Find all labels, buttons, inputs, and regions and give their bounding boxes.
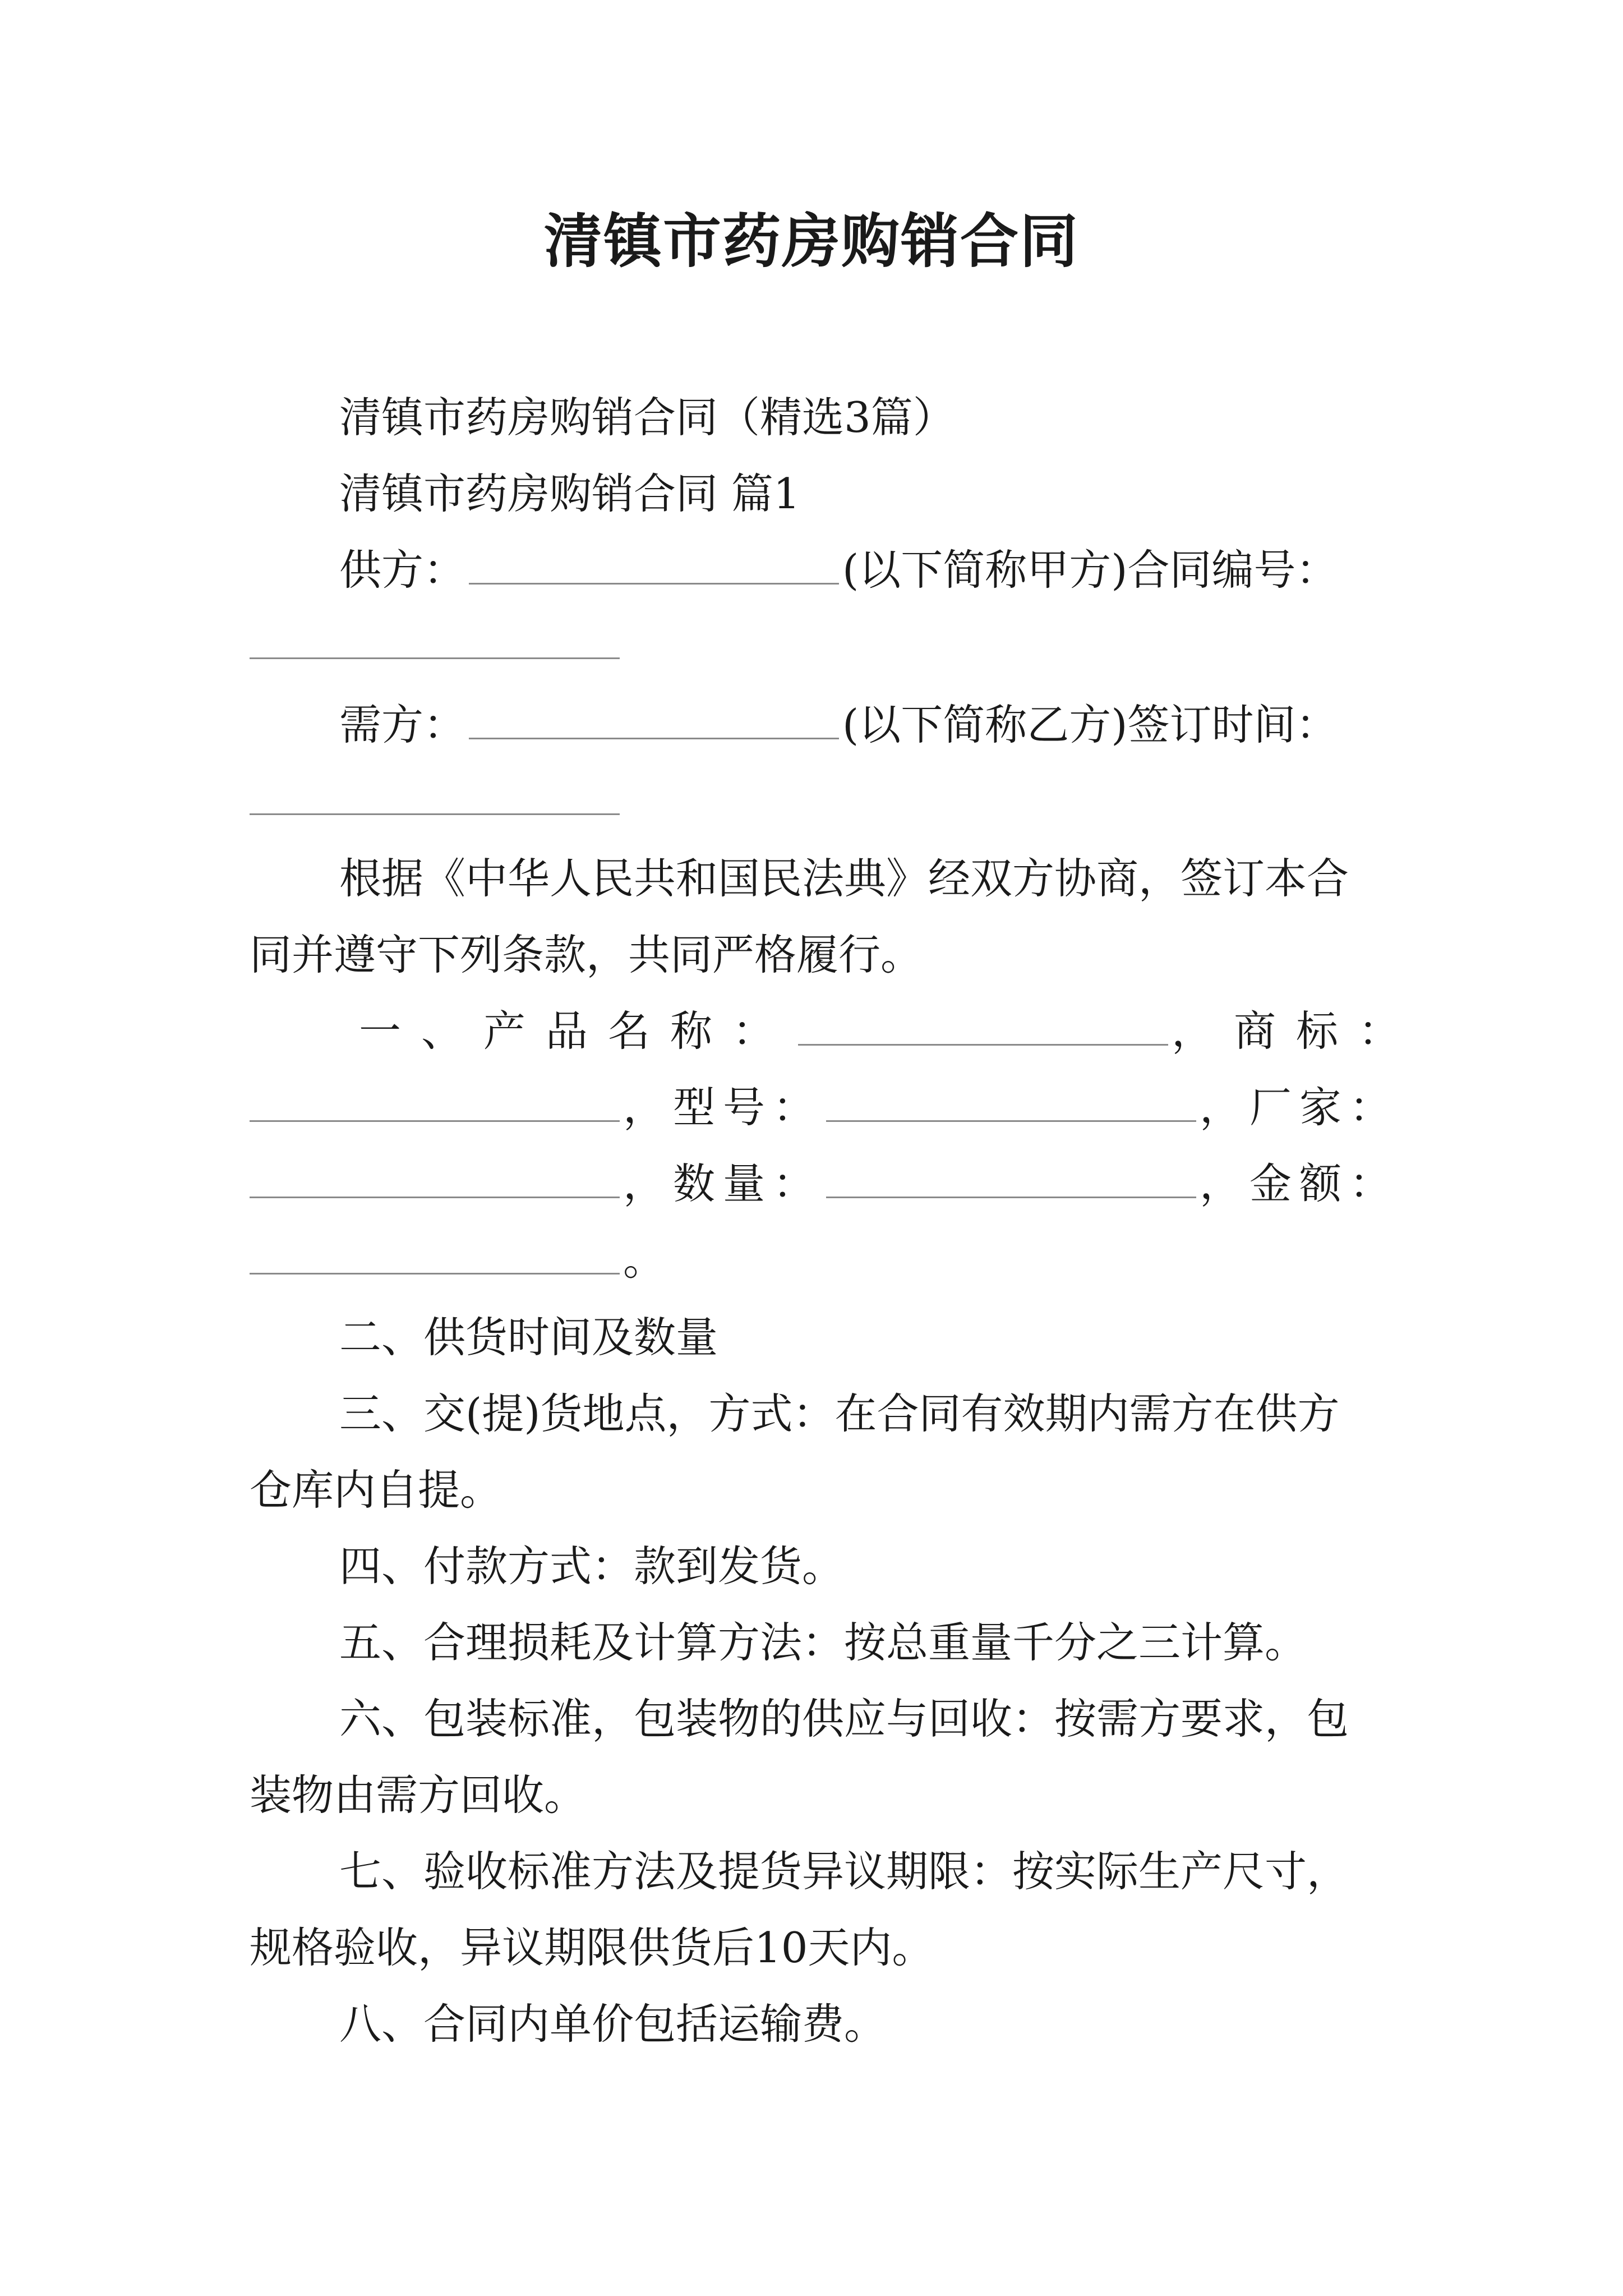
document-subtitle: 清镇市药房购销合同（精选3篇）: [339, 393, 955, 442]
clause-3-line-2: 仓库内自提。: [250, 1465, 502, 1515]
product-name-blank[interactable]: [798, 1008, 1168, 1046]
model-label: ，型号：: [623, 1083, 823, 1132]
trademark-blank[interactable]: [250, 1084, 620, 1122]
model-blank[interactable]: [826, 1084, 1196, 1122]
party-a-suffix: (以下简称甲方)合同编号：: [842, 545, 1338, 595]
clause-4: 四、付款方式：款到发货。: [339, 1542, 845, 1591]
clause-8: 八、合同内单价包括运输费。: [339, 1999, 887, 2049]
clause-2: 二、供货时间及数量: [339, 1313, 718, 1362]
signing-date-blank[interactable]: [250, 813, 620, 815]
quantity-blank[interactable]: [826, 1161, 1196, 1198]
party-b-suffix: (以下简称乙方)签订时间：: [842, 700, 1338, 749]
product-line-4: [250, 1230, 1382, 1290]
clause-6-line-1: 六、包装标准，包装物的供应与回收：按需方要求，包: [339, 1694, 1349, 1743]
product-line-3: [250, 1153, 1400, 1214]
clause-3-line-1: 三、交(提)货地点，方式：在合同有效期内需方在供方: [339, 1389, 1340, 1438]
party-a-blank[interactable]: [469, 547, 839, 585]
document-title: 清镇市药房购销合同: [543, 206, 1079, 275]
party-b-line: [339, 694, 1382, 755]
party-b-blank[interactable]: [469, 702, 839, 739]
product-name-label: 一、产品名称：: [359, 1006, 795, 1056]
contract-number-blank[interactable]: [250, 657, 620, 659]
clause-7-line-2: 规格验收，异议期限供货后10天内。: [250, 1923, 934, 1972]
clause-6-line-2: 装物由需方回收。: [250, 1770, 587, 1820]
clause-7-line-1: 七、验收标准方法及提货异议期限：按实际生产尺寸，: [339, 1847, 1349, 1896]
amount-label: ，金额：: [1200, 1159, 1400, 1208]
amount-blank[interactable]: [250, 1237, 620, 1274]
trademark-label: ，商标：: [1172, 1006, 1421, 1056]
maker-label: ，厂家：: [1200, 1083, 1400, 1132]
intro-line-1: 根据《中华人民共和国民法典》经双方协商，签订本合: [339, 854, 1349, 903]
party-a-label: 供方：: [339, 545, 466, 595]
section-heading: 清镇市药房购销合同 篇1: [339, 469, 800, 518]
party-b-label: 需方：: [339, 700, 466, 749]
product-line-1: [359, 1001, 1421, 1061]
maker-blank[interactable]: [250, 1161, 620, 1198]
quantity-label: ，数量：: [623, 1159, 823, 1208]
intro-line-2: 同并遵守下列条款，共同严格履行。: [250, 930, 923, 979]
party-a-line: [339, 540, 1382, 600]
clause-5: 五、合理损耗及计算方法：按总重量千分之三计算。: [339, 1618, 1307, 1667]
product-end: 。: [623, 1235, 666, 1285]
product-line-2: [250, 1077, 1400, 1138]
